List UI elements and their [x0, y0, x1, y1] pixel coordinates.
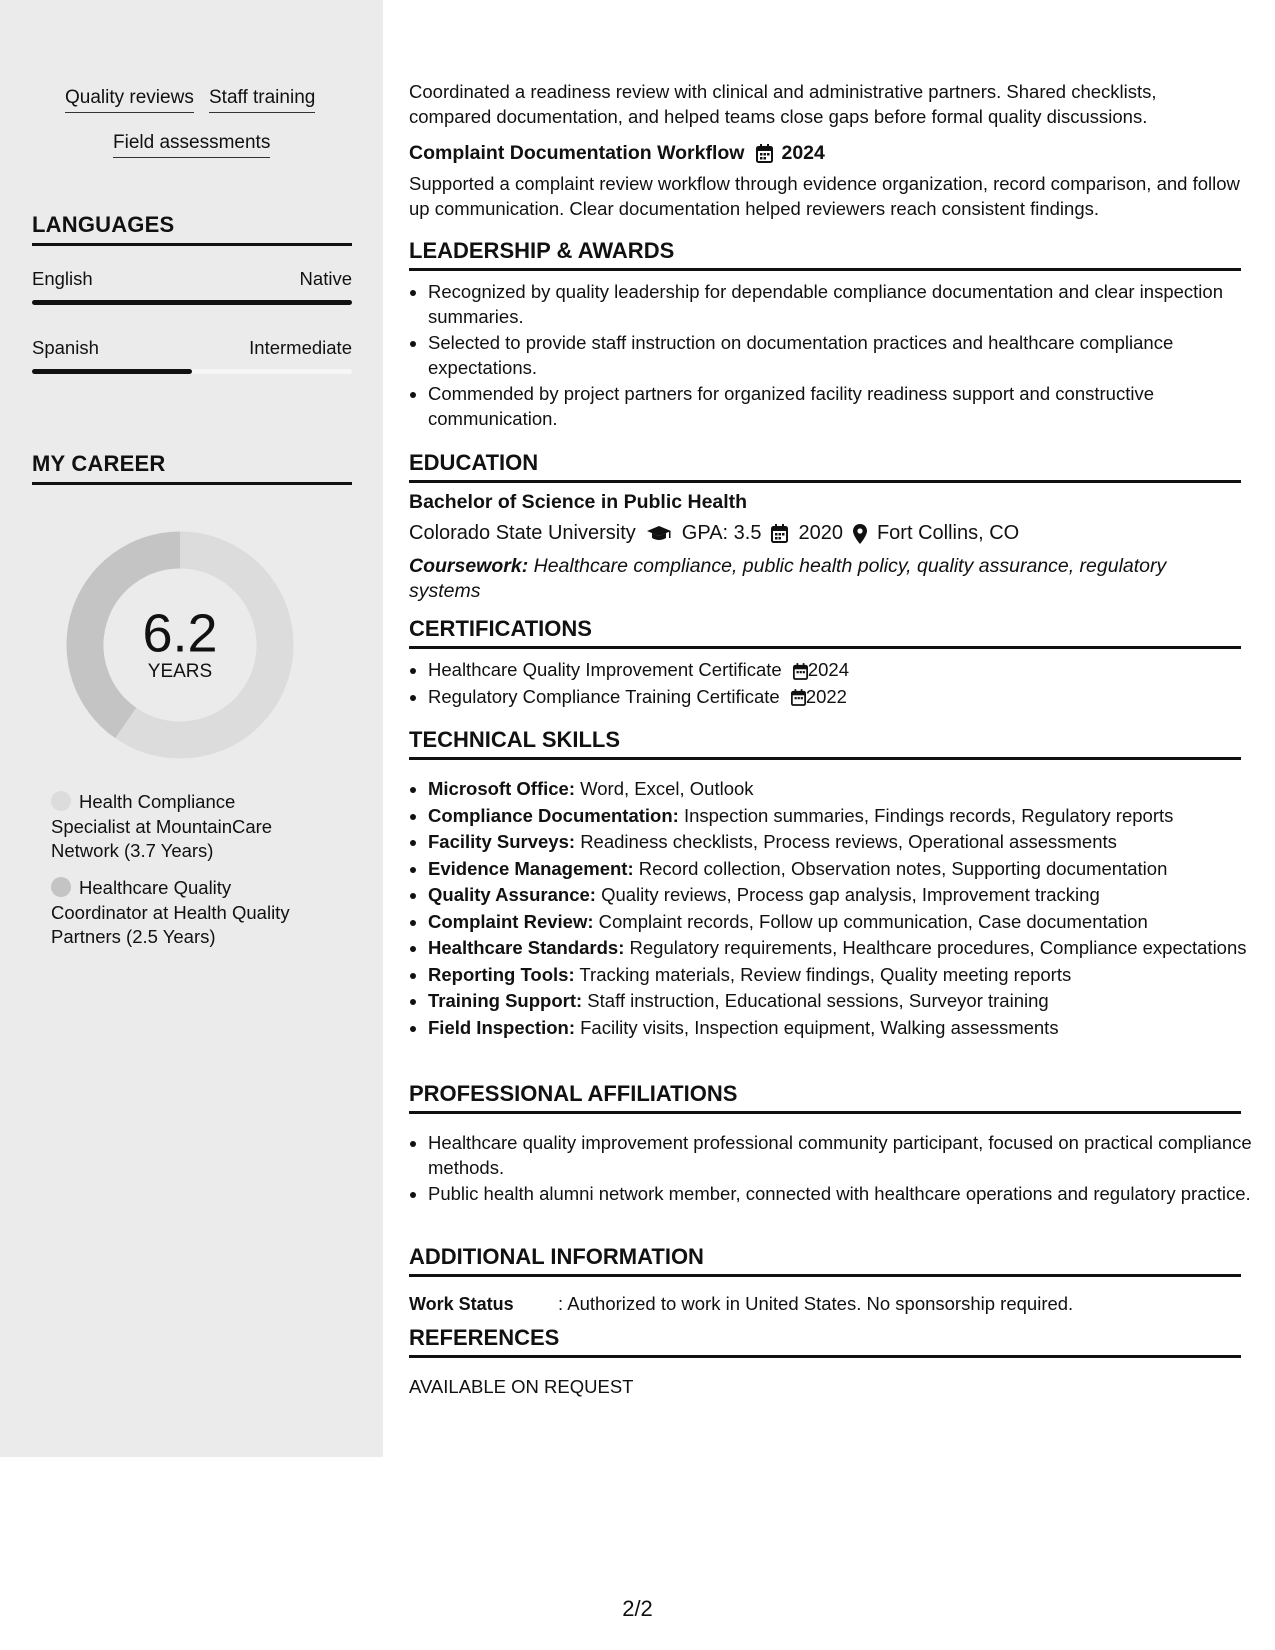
- skill-item: [428, 883, 1260, 908]
- skill-value: Tracking materials, Review findings, Quality meeting reports: [579, 963, 1072, 985]
- skill-value: Facility visits, Inspection equipment, Walking assessments: [580, 1016, 1059, 1038]
- references-heading: REFERENCES: [409, 1325, 1241, 1358]
- leadership-heading: LEADERSHIP & AWARDS: [409, 238, 1241, 271]
- career-item-text: Healthcare Quality Coordinator at Health Quality Partners (2.5 Years): [51, 877, 290, 947]
- skill-label: Quality Assurance:: [428, 884, 596, 905]
- skill-label: Healthcare Standards:: [428, 937, 625, 958]
- skill-label: Microsoft Office:: [428, 778, 575, 799]
- skill-tag: Quality reviews: [65, 87, 194, 113]
- project-title-row: [409, 142, 825, 165]
- intro-paragraph: Coordinated a readiness review with clinical and administrative partners. Shared checklists, compared documentation, and helped teams close gaps before formal quality discussions.: [409, 81, 1157, 127]
- skill-value: Regulatory requirements, Healthcare procedures, Compliance expectations: [629, 937, 1247, 958]
- career-total: 6.2: [142, 603, 218, 664]
- language-row: [32, 268, 352, 290]
- skill-value: Staff instruction, Educational sessions, Surveyor training: [587, 990, 1049, 1011]
- skill-label: Field Inspection:: [428, 1016, 575, 1038]
- skill-label: Evidence Management:: [428, 857, 634, 879]
- list-item: • Selected to provide staff instruction on documentation practices and healthcare compliance expectations.: [428, 331, 1260, 380]
- certification-year: 2022: [805, 685, 847, 707]
- skill-label: Complaint Review:: [428, 910, 594, 932]
- skill-item: [428, 830, 1260, 855]
- language-row: [32, 337, 352, 359]
- project-year: 2024: [781, 142, 825, 164]
- list-item: • Commended by project partners for organized facility readiness support and constructive communication.: [428, 382, 1260, 431]
- page-number: 2/2: [622, 1596, 653, 1621]
- calendar-icon: [793, 663, 808, 680]
- school-location: Fort Collins, CO: [876, 522, 1020, 544]
- affiliations-list: [409, 1131, 1260, 1209]
- coursework: [409, 554, 1241, 603]
- skill-tag: Staff training: [209, 87, 315, 113]
- skill-item: [428, 989, 1260, 1014]
- language-level: Native: [299, 268, 352, 289]
- list-item: • Healthcare quality improvement professional community participant, focused on practical compliance methods.: [428, 1131, 1260, 1180]
- certifications-heading: CERTIFICATIONS: [409, 616, 1241, 649]
- calendar-icon: [756, 144, 773, 163]
- project-description: Supported a complaint review workflow through evidence organization, record comparison, and follow up communication. Clear documentation helped reviewers reach consistent findings.: [409, 173, 1240, 219]
- graduation-cap-icon: [646, 525, 672, 543]
- skill-value: Quality reviews, Process gap analysis, Improvement tracking: [601, 884, 1100, 905]
- skill-value: Readiness checklists, Process reviews, Operational assessments: [580, 831, 1117, 852]
- list-item: • Public health alumni network member, connected with healthcare operations and regulatory practice.: [428, 1182, 1260, 1207]
- language-name: English: [32, 268, 93, 289]
- certification-year: 2024: [807, 659, 849, 680]
- legend-dot: [51, 877, 71, 897]
- education-meta: [409, 522, 1019, 545]
- skill-value: Word, Excel, Outlook: [580, 778, 754, 799]
- language-proficiency-fill: [32, 369, 192, 374]
- career-item-text: Health Compliance Specialist at MountainCare Network (3.7 Years): [51, 791, 273, 861]
- list-item: • Recognized by quality leadership for dependable compliance documentation and clear inspection summaries.: [428, 280, 1260, 329]
- language-proficiency-bar: [32, 369, 352, 374]
- skill-item: [428, 963, 1260, 988]
- map-pin-icon: [853, 524, 867, 544]
- work-status-label: Work Status: [409, 1294, 514, 1314]
- additional-info-heading: ADDITIONAL INFORMATION: [409, 1244, 1241, 1277]
- work-status-value: : Authorized to work in United States. No sponsorship required.: [558, 1293, 1074, 1314]
- skill-value: Complaint records, Follow up communication, Case documentation: [598, 910, 1148, 932]
- certification-item: [428, 685, 1260, 710]
- school-name: Colorado State University: [409, 522, 636, 544]
- references-text: AVAILABLE ON REQUEST: [409, 1376, 634, 1397]
- career-unit: YEARS: [147, 661, 213, 682]
- gpa: GPA: 3.5: [681, 522, 762, 544]
- skill-value: Record collection, Observation notes, Supporting documentation: [638, 857, 1168, 879]
- skills-heading: TECHNICAL SKILLS: [409, 727, 1241, 760]
- skill-label: Compliance Documentation:: [428, 804, 679, 826]
- skill-item: [428, 804, 1260, 829]
- skills-list: [409, 777, 1260, 1042]
- career-item: [51, 876, 311, 950]
- language-name: Spanish: [32, 337, 99, 358]
- certification-name: Healthcare Quality Improvement Certificate: [428, 659, 782, 680]
- project-title: Complaint Documentation Workflow: [409, 142, 745, 164]
- skill-value: Inspection summaries, Findings records, Regulatory reports: [683, 804, 1174, 826]
- language-proficiency-fill: [32, 300, 352, 305]
- graduation-year: 2020: [798, 522, 843, 544]
- skill-item: [428, 1016, 1260, 1041]
- skill-item: [428, 777, 1260, 802]
- career-heading: MY CAREER: [32, 451, 352, 485]
- skill-item: [428, 857, 1260, 882]
- career-donut-chart: [60, 525, 300, 765]
- affiliations-heading: PROFESSIONAL AFFILIATIONS: [409, 1081, 1241, 1114]
- skill-item: [428, 936, 1260, 961]
- skill-label: Reporting Tools:: [428, 963, 575, 985]
- languages-heading: LANGUAGES: [32, 212, 352, 246]
- calendar-icon: [771, 524, 788, 543]
- skill-label: Facility Surveys:: [428, 831, 576, 852]
- sidebar: [0, 0, 383, 1457]
- coursework-text: Healthcare compliance, public health policy, quality assurance, regulatory systems: [409, 555, 1167, 602]
- calendar-icon: [791, 689, 806, 706]
- skill-label: Training Support:: [428, 990, 583, 1011]
- skill-item: [428, 910, 1260, 935]
- degree: Bachelor of Science in Public Health: [409, 491, 748, 513]
- language-level: Intermediate: [249, 337, 352, 358]
- skill-tag: Field assessments: [113, 132, 270, 158]
- work-status-row: [409, 1292, 1241, 1317]
- certification-name: Regulatory Compliance Training Certificate: [428, 685, 780, 707]
- certifications-list: [409, 658, 1260, 711]
- education-heading: EDUCATION: [409, 450, 1241, 483]
- legend-dot: [51, 791, 71, 811]
- leadership-list: [409, 280, 1260, 433]
- coursework-label: Coursework:: [409, 555, 529, 577]
- career-item: [51, 790, 311, 864]
- certification-item: [428, 658, 1260, 683]
- language-proficiency-bar: [32, 300, 352, 305]
